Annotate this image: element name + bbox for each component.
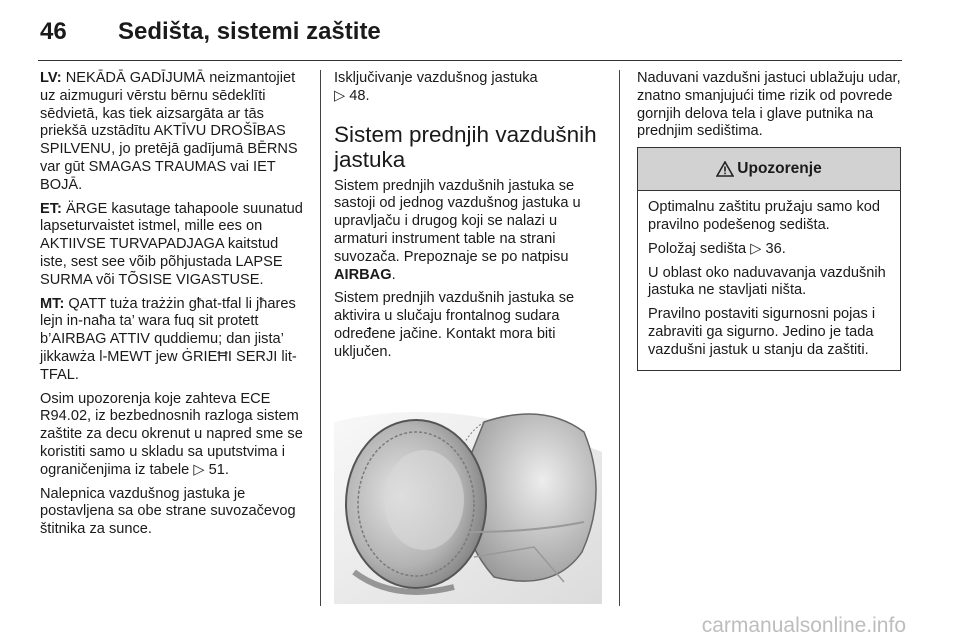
warning-header <box>638 148 900 191</box>
paragraph-label <box>40 486 306 539</box>
page-number: 46 <box>40 18 67 45</box>
page-ref-link[interactable]: 36. <box>765 240 786 257</box>
paragraph-ece <box>40 391 306 480</box>
text-system: Sistem prednjih vazdušnih jastuka se sastoji od jednog vazdušnog jastuka u upravljaču i drugog koji se nalazi u armaturi instrument table na strani suvozača. Prepoznaje se po natpisu <box>334 177 581 265</box>
column-middle <box>334 70 602 368</box>
column-divider-1 <box>320 70 321 606</box>
lang-label-lv: LV: <box>40 70 62 86</box>
airbag-illustration <box>334 382 602 604</box>
paragraph-et <box>40 201 306 290</box>
paragraph-activation <box>334 290 602 361</box>
paragraph-mt <box>40 296 306 385</box>
warning-triangle-icon <box>716 161 734 177</box>
text-lv: NEKĀDĀ GADĪJUMĀ neizmantojiet uz aizmuguri vērstu bērnu sēdeklīti sēdvietā, kas tiek aizsargāta ar tās priekšā uzstādītu AKTĪVU DROŠĪBAS SPILVENU, jo pretējā gadījumā BĒRNS var gūt SMAGAS TRAUMAS vai IET BOJĀ. <box>40 70 298 193</box>
paragraph-inflated <box>637 70 901 141</box>
airbag-label: AIRBAG <box>334 266 392 283</box>
section-heading: Sistem prednjih vazdušnih jastuka <box>334 121 597 172</box>
arrow-ref-icon: ▷ <box>193 461 205 478</box>
warning-text-4: Pravilno postaviti sigurnosni pojas i zabraviti ga sigurno. Jedino je tada vazdušni jastuk u stanju da zaštiti. <box>648 306 876 358</box>
page-header <box>0 0 960 62</box>
warning-body <box>638 191 900 369</box>
paragraph-system <box>334 178 602 285</box>
page-title: Sedišta, sistemi zaštite <box>118 18 381 45</box>
text-activation: Sistem prednjih vazdušnih jastuka se aktivira u slučaju frontalnog sudara određene jačine. Kontakt mora biti uključen. <box>334 290 575 360</box>
arrow-ref-icon: ▷ <box>750 240 762 257</box>
arrow-ref-icon: ▷ <box>334 87 346 104</box>
warning-title: Upozorenje <box>737 160 822 178</box>
paragraph-deactivation <box>334 70 602 106</box>
page-ref-link[interactable]: 48. <box>349 87 370 104</box>
text-mt: QATT tuża trażżin għat-tfal li jħares lejn in-naħa ta’ wara fuq sit protett b’AIRBAG ATTIV quddiemu; dan jista’ jikkawża l-MEWT jew ĠRIEĦI SERJI lit-TFAL. <box>40 295 297 383</box>
page-ref-link[interactable]: 51. <box>208 461 229 478</box>
lang-label-mt: MT: <box>40 295 65 312</box>
warning-box <box>637 147 901 370</box>
text-ece: Osim upozorenja koje zahteva ECE R94.02, iz bezbednosnih razloga sistem zaštite za decu okrenut u napred sme se koristiti samo u skladu sa uputstvima i ograničenjima iz tabele <box>40 390 303 478</box>
text-deactivation: Isključivanje vazdušnog jastuka <box>334 70 538 86</box>
text-seat-position: Položaj sedišta <box>648 240 747 257</box>
paragraph-lv <box>40 70 306 195</box>
watermark: carmanualsonline.info <box>701 614 906 637</box>
header-rule <box>38 60 902 61</box>
text-et: ÄRGE kasutage tahapoole suunatud lapseturvaistet istmel, mille ees on AKTIIVSE TURVAPADJAGA kaitstud iste, sest see võib põhjustada LAPSE SURMA või TÕSISE VIGASTUSE. <box>40 200 303 288</box>
text-period: . <box>391 266 396 283</box>
text-label: Nalepnica vazdušnog jastuka je postavljena sa obe strane suvozačevog štitnika za sunce. <box>40 485 296 538</box>
warning-text-2 <box>648 241 890 259</box>
column-right <box>637 70 901 371</box>
column-left <box>40 70 306 545</box>
lang-label-et: ET: <box>40 200 62 217</box>
warning-text-3: U oblast oko naduvavanja vazdušnih jastuka ne stavljati ništa. <box>648 264 886 299</box>
column-divider-2 <box>619 70 620 606</box>
text-inflated: Naduvani vazdušni jastuci ublažuju udar, znatno smanjujući time rizik od povrede gornjih delova tela i glave putnika na prednjim sedištima. <box>637 70 901 140</box>
warning-text-1: Optimalnu zaštitu pružaju samo kod pravilno podešenog sedišta. <box>648 199 880 233</box>
